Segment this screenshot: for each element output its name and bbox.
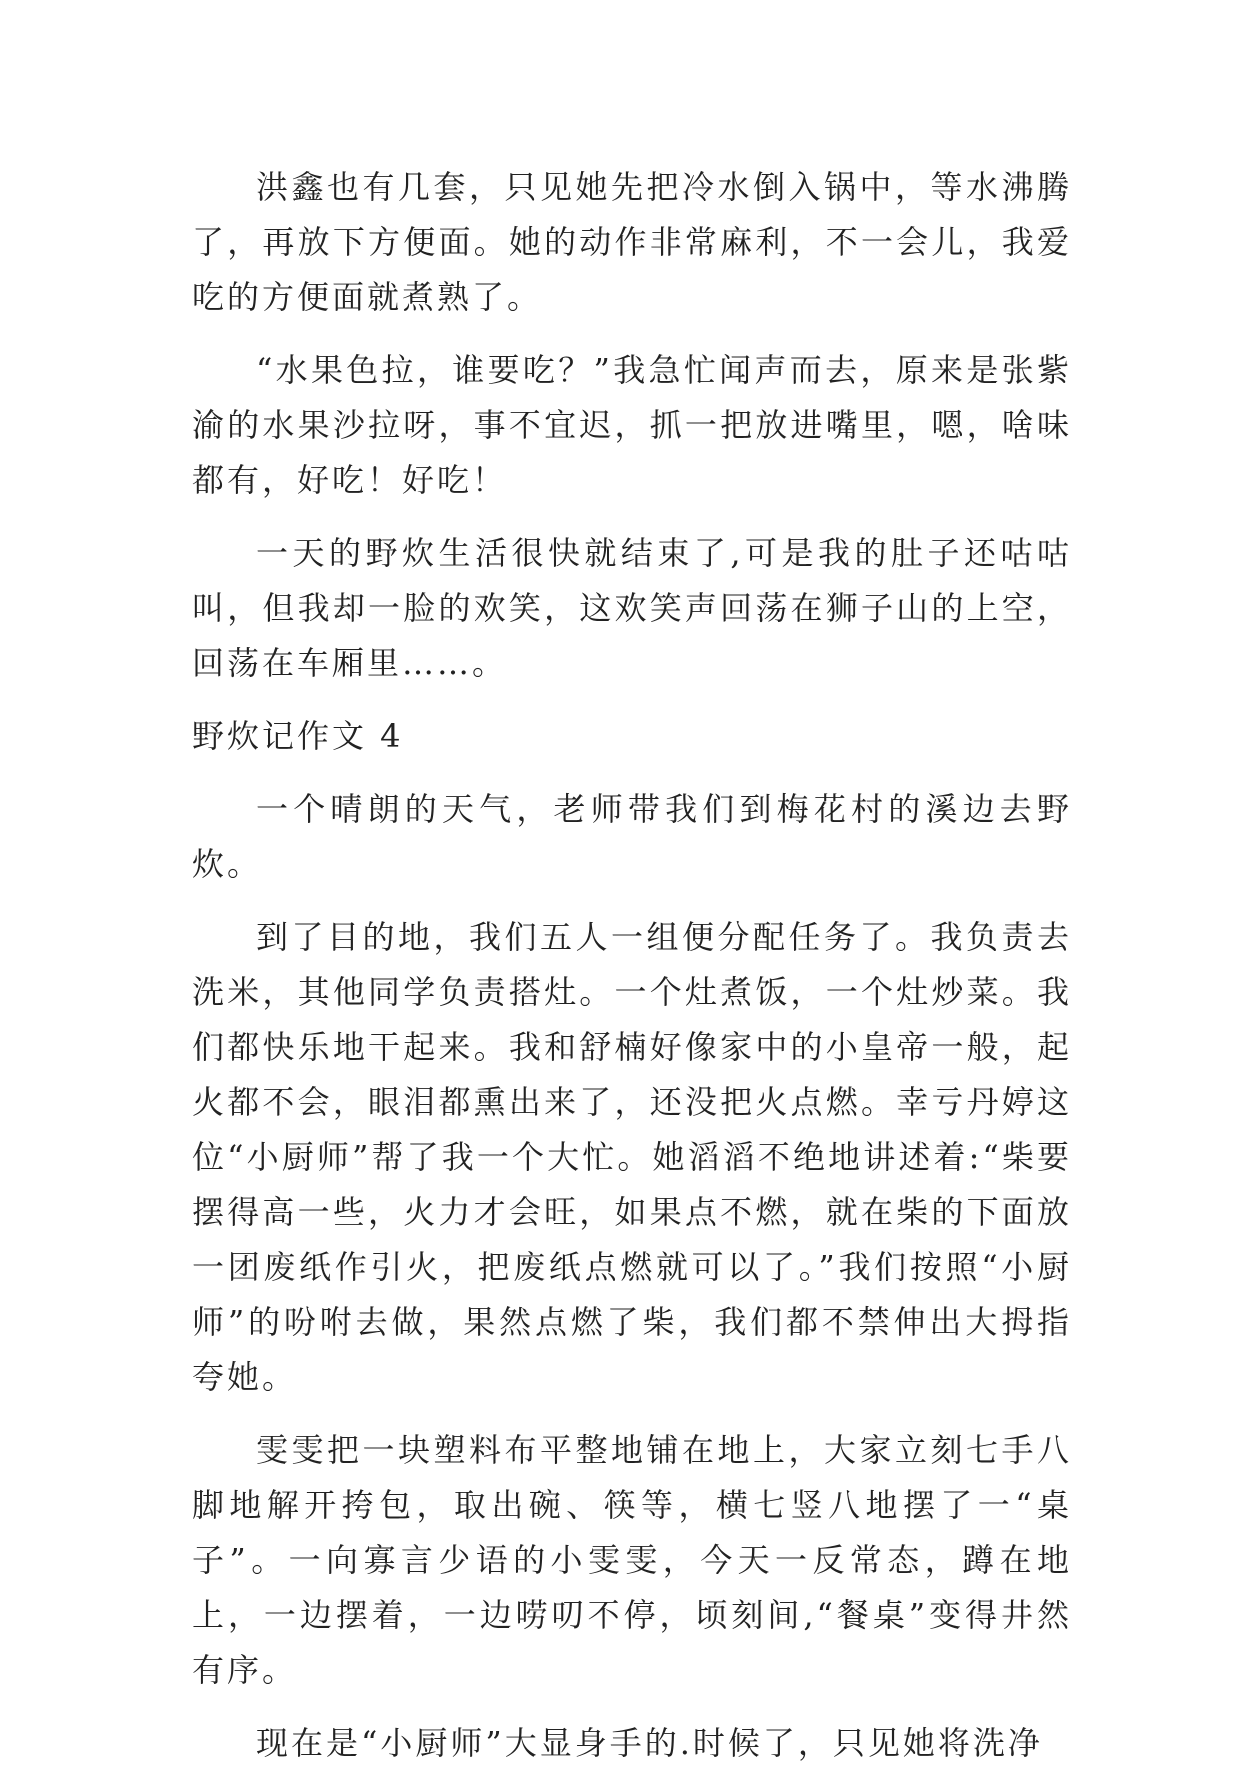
paragraph-little-chef: 现在是“小厨师”大显身手的.时候了，只见她将洗净	[256, 1724, 1043, 1762]
paragraph-set-table: 雯雯把一块塑料布平整地铺在地上，大家立刻七手八脚地解开挎包，取出碗、筷等，横七竖八地摆了一“桌子”。一向寡言少语的小雯雯，今天一反常态，蹲在地上，一边摆着，一边唠叨不停，顷刻间,“餐桌”变得井然有序。	[192, 1431, 1072, 1689]
paragraph-assign-tasks: 到了目的地，我们五人一组便分配任务了。我负责去洗米，其他同学负责搭灶。一个灶煮饭，一个灶炒菜。我们都快乐地干起来。我和舒楠好像家中的小皇帝一般，起火都不会，眼泪都熏出来了，还没把火点燃。幸亏丹婷这位“小厨师”帮了我一个大忙。她滔滔不绝地讲述着:“柴要摆得高一些，火力才会旺，如果点不燃，就在柴的下面放一团废纸作引火，把废纸点燃就可以了。”我们按照“小厨师”的吩咐去做，果然点燃了柴，我们都不禁伸出大拇指夸她。	[192, 918, 1072, 1396]
section-heading: 野炊记作文 4	[192, 717, 404, 755]
paragraph-fruit-salad: “水果色拉，谁要吃？”我急忙闻声而去，原来是张紫渝的水果沙拉呀，事不宜迟，抓一把放进嘴里，嗯，啥味都有，好吃！好吃！	[192, 351, 1072, 499]
paragraph-end-of-day: 一天的野炊生活很快就结束了,可是我的肚子还咕咕叫，但我却一脸的欢笑，这欢笑声回荡在狮子山的上空，回荡在车厢里……。	[192, 534, 1072, 682]
document-body	[192, 160, 1072, 1771]
paragraph-cooking-noodles: 洪鑫也有几套，只见她先把冷水倒入锅中，等水沸腾了，再放下方便面。她的动作非常麻利，不一会儿，我爱吃的方便面就煮熟了。	[192, 168, 1072, 316]
paragraph-sunny-day: 一个晴朗的天气，老师带我们到梅花村的溪边去野炊。	[192, 790, 1072, 883]
